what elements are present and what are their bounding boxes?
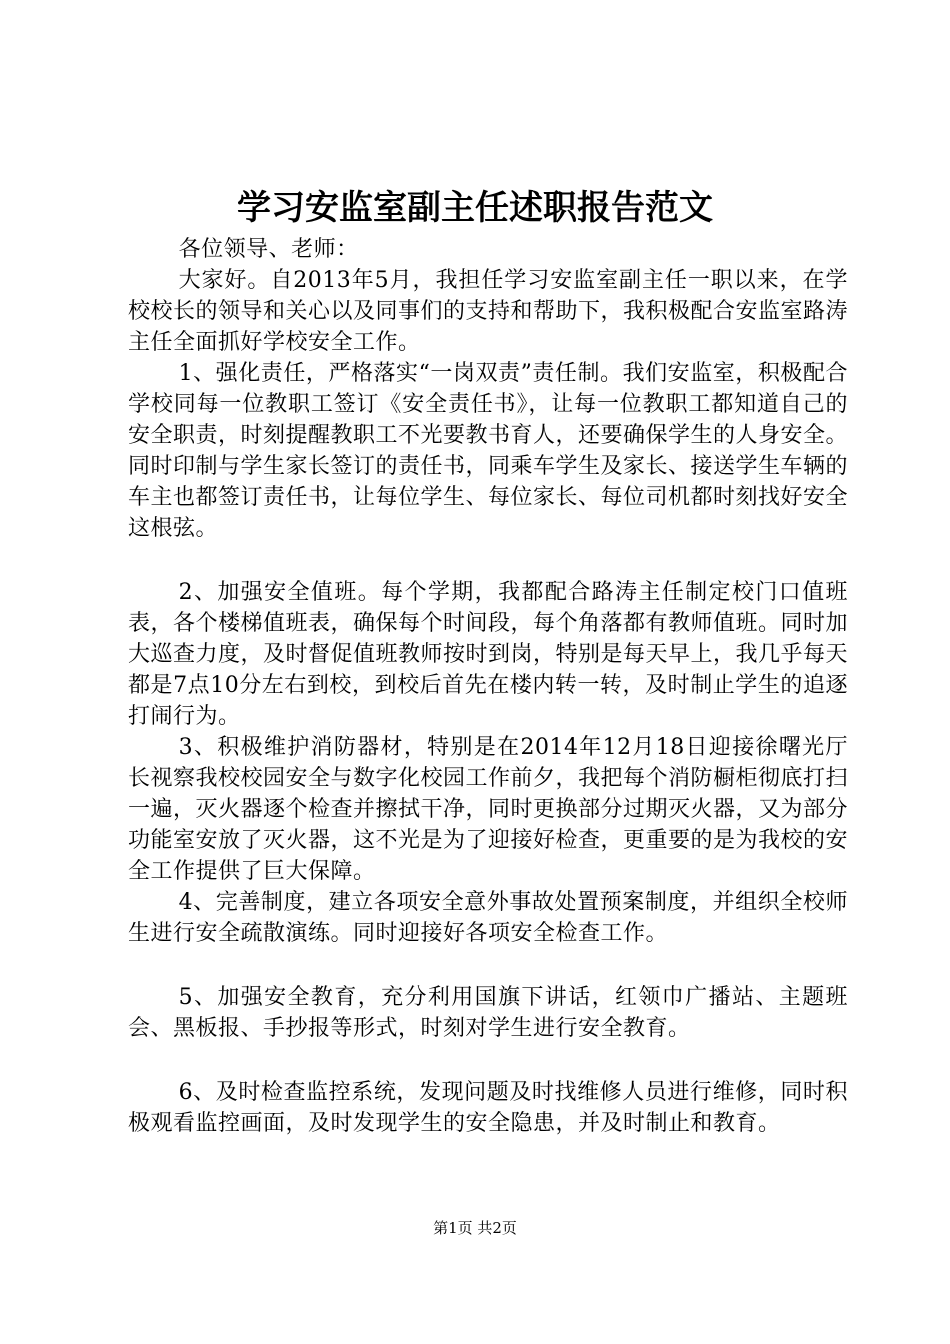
paragraph-6: 6、及时检查监控系统，发现问题及时找维修人员进行维修，同时积极观看监控画面，及时发现学生的安全隐患，并及时制止和教育。: [128, 1080, 848, 1136]
page-number-footer: 第1页 共2页: [433, 1219, 517, 1237]
paragraph-4: 4、完善制度，建立各项安全意外事故处置预案制度，并组织全校师生进行安全疏散演练。同时迎接好各项安全检查工作。: [128, 890, 848, 946]
paragraph-3: 3、积极维护消防器材，特别是在2014年12月18日迎接徐曙光厅长视察我校校园安全与数字化校园工作前夕，我把每个消防橱柜彻底打扫一遍，灭火器逐个检查并擦拭干净，同时更换部分过期灭火器，又为部分功能室安放了灭火器，这不光是为了迎接好检查，更重要的是为我校的安全工作提供了巨大保障。: [128, 735, 849, 884]
salutation: 各位领导、老师：: [178, 237, 359, 262]
paragraph-2: 2、加强安全值班。每个学期，我都配合路涛主任制定校门口值班表，各个楼梯值班表，确保每个时间段，每个角落都有教师值班。同时加大巡查力度，及时督促值班教师按时到岗，特别是每天早上，我几乎每天都是7点10分左右到校，到校后首先在楼内转一转，及时制止学生的追逐打闹行为。: [128, 580, 849, 729]
paragraph-5: 5、加强安全教育，充分利用国旗下讲话，红领巾广播站、主题班会、黑板报、手抄报等形式，时刻对学生进行安全教育。: [128, 985, 848, 1041]
paragraph-intro: 大家好。自2013年5月，我担任学习安监室副主任一职以来，在学校校长的领导和关心以及同事们的支持和帮助下，我积极配合安监室路涛主任全面抓好学校安全工作。: [128, 268, 849, 355]
paragraph-1: 1、强化责任，严格落实“一岗双责”责任制。我们安监室，积极配合学校同每一位教职工签订《安全责任书》，让每一位教职工都知道自己的安全职责，时刻提醒教职工不光要教书育人，还要确保学生的人身安全。同时印制与学生家长签订的责任书，同乘车学生及家长、接送学生车辆的车主也都签订责任书，让每位学生、每位家长、每位司机都时刻找好安全这根弦。: [128, 361, 849, 541]
document-body: [128, 234, 848, 1139]
document-title: 学习安监室副主任述职报告范文: [237, 188, 713, 228]
